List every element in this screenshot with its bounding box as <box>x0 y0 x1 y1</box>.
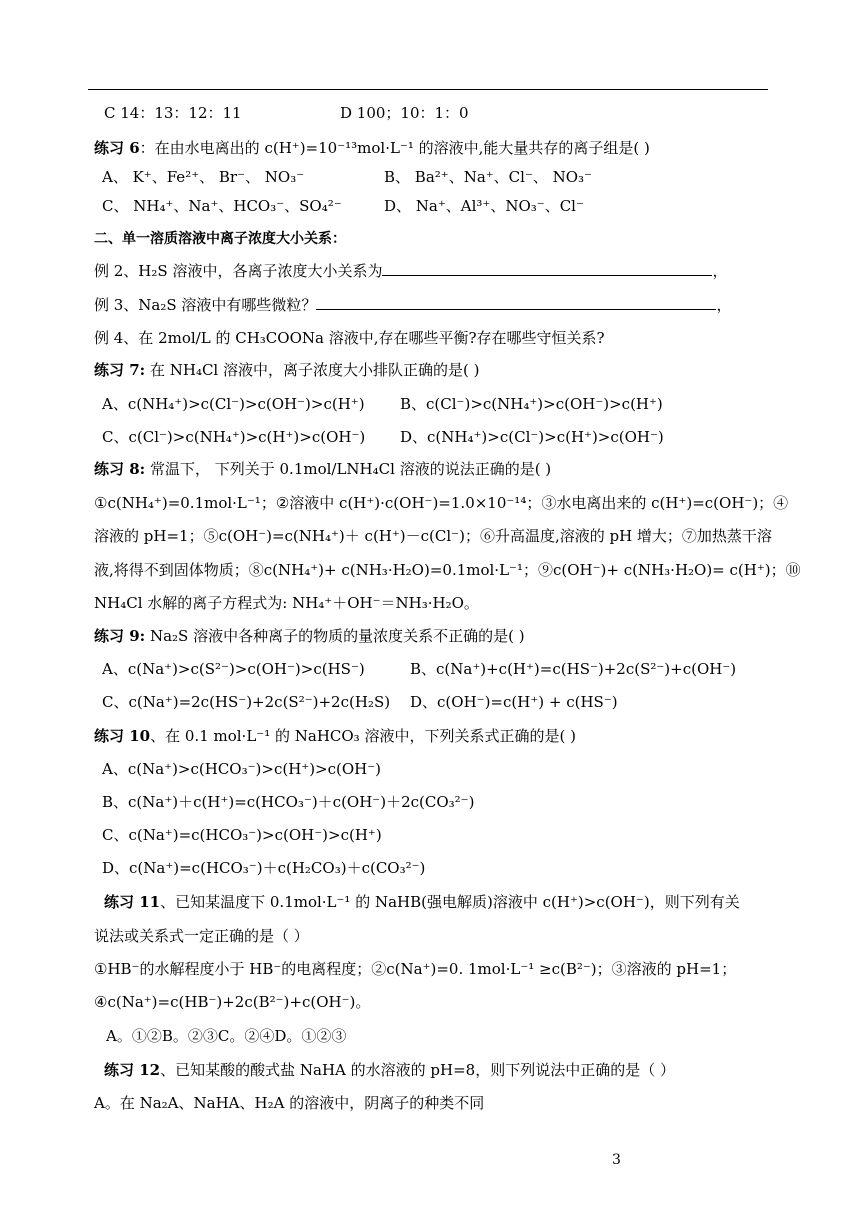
exercise-10-option-d: D、c(Na⁺)=c(HCO₃⁻)＋c(H₂CO₃)＋c(CO₃²⁻) <box>102 859 426 877</box>
exercise-label: 练习 9: <box>94 627 146 645</box>
exercise-8: 练习 8: 常温下， 下列关于 0.1mol/LNH₄Cl 溶液的说法正确的是( ) <box>94 460 552 478</box>
example-2: 例 2、H₂S 溶液中，各离子浓度大小关系为 ， <box>94 262 728 280</box>
exercise-11-options: A。①②B。②③C。②④D。①②③ <box>106 1027 347 1045</box>
exercise-11-body-3: ④c(Na⁺)=c(HB⁻)+2c(B²⁻)+c(OH⁻)。 <box>94 993 371 1011</box>
exercise-label: 练习 8: <box>94 460 146 478</box>
exercise-6: 练习 6：在由水电离出的 c(H⁺)=10⁻¹³mol·L⁻¹ 的溶液中,能大量共存的离子组是( ) <box>94 139 650 157</box>
exercise-7: 练习 7: 在 NH₄Cl 溶液中，离子浓度大小排队正确的是( ) <box>94 361 480 379</box>
exercise-8-body-2: 溶液的 pH=1；⑤c(OH⁻)=c(NH₄⁺)＋ c(H⁺)－c(Cl⁻)；⑥升高温度,溶液的 pH 增大；⑦加热蒸干溶 <box>94 527 772 545</box>
header-rule <box>88 89 768 90</box>
exercise-11-body-1: 说法或关系式一定正确的是（ ） <box>94 927 309 945</box>
exercise-10-option-a: A、c(Na⁺)>c(HCO₃⁻)>c(H⁺)>c(OH⁻) <box>102 760 382 778</box>
exercise-10-option-b: B、c(Na⁺)＋c(H⁺)=c(HCO₃⁻)＋c(OH⁻)＋2c(CO₃²⁻) <box>102 793 475 811</box>
exercise-label: 练习 12 <box>104 1061 161 1079</box>
exercise-11: 练习 11、已知某温度下 0.1mol·L⁻¹ 的 NaHB(强电解质)溶液中 c(H⁺)>c(OH⁻)，则下列有关 <box>104 893 740 911</box>
exercise-10: 练习 10、在 0.1 mol·L⁻¹ 的 NaHCO₃ 溶液中，下列关系式正确的是( ) <box>94 727 576 745</box>
answer-blank <box>382 261 712 276</box>
example-4: 例 4、在 2mol/L 的 CH₃COONa 溶液中,存在哪些平衡?存在哪些守恒关系? <box>94 329 605 347</box>
section-heading: 二、单一溶质溶液中离子浓度大小关系： <box>94 231 346 247</box>
exercise-label: 练习 7: <box>94 361 146 379</box>
exercise-8-body-4: NH₄Cl 水解的离子方程式为: NH₄⁺＋OH⁻＝NH₃·H₂O。 <box>94 594 479 612</box>
example-3: 例 3、Na₂S 溶液中有哪些微粒？ ， <box>94 296 732 314</box>
exercise-12: 练习 12、已知某酸的酸式盐 NaHA 的水溶液的 pH=8，则下列说法中正确的是（ ） <box>104 1061 675 1079</box>
exercise-8-body-1: ①c(NH₄⁺)=0.1mol·L⁻¹；②溶液中 c(H⁺)·c(OH⁻)=1.0×10⁻¹⁴；③水电离出来的 c(H⁺)=c(OH⁻)；④ <box>94 494 789 512</box>
exercise-8-body-3: 液,将得不到固体物质；⑧c(NH₄⁺)+ c(NH₃·H₂O)=0.1mol·L⁻¹；⑨c(OH⁻)+ c(NH₃·H₂O)= c(H⁺)；⑩ <box>94 561 801 579</box>
page-number: 3 <box>612 1152 621 1168</box>
exercise-10-option-c: C、c(Na⁺)=c(HCO₃⁻)>c(OH⁻)>c(H⁺) <box>102 826 382 844</box>
exercise-12-option-a: A。在 Na₂A、NaHA、H₂A 的溶液中，阴离子的种类不同 <box>94 1094 485 1112</box>
exercise-label: 练习 6 <box>94 139 140 157</box>
exercise-9: 练习 9: Na₂S 溶液中各种离子的物质的量浓度关系不正确的是( ) <box>94 627 525 645</box>
exercise-label: 练习 11 <box>104 893 161 911</box>
answer-blank <box>316 295 716 310</box>
exercise-label: 练习 10 <box>94 727 151 745</box>
exercise-11-body-2: ①HB⁻的水解程度小于 HB⁻的电离程度；②c(Na⁺)=0. 1mol·L⁻¹ ≥c(B²⁻)；③溶液的 pH=1； <box>94 960 737 978</box>
